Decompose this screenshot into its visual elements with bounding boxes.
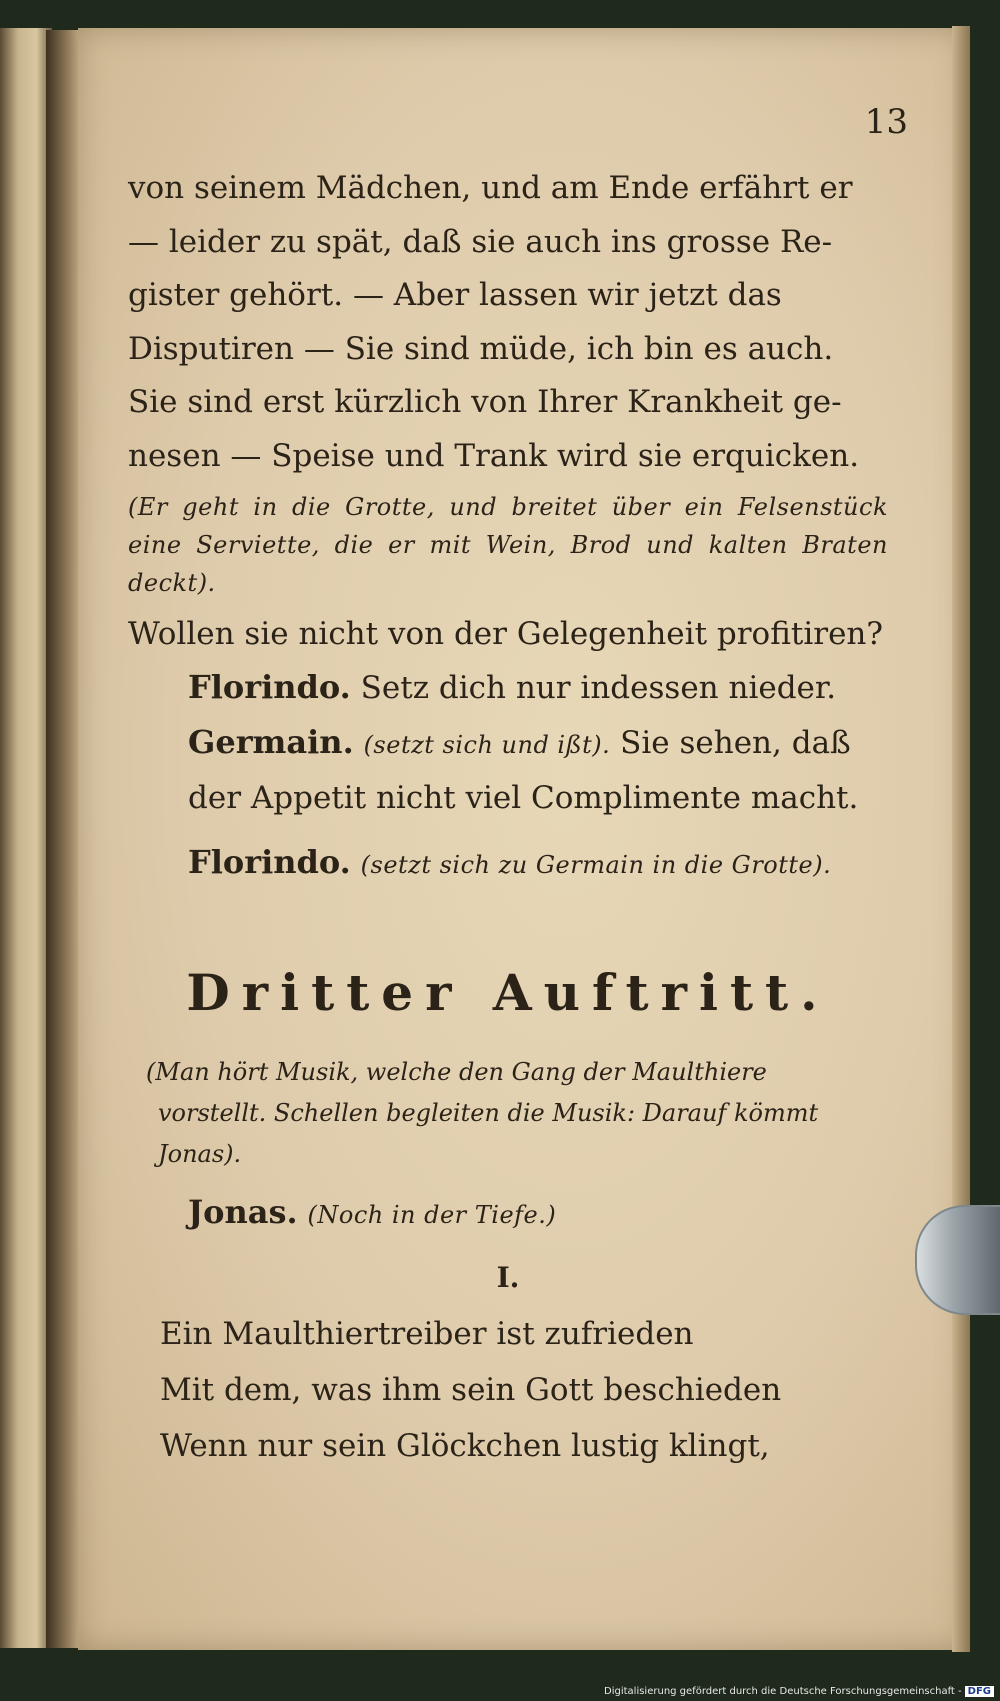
scene-heading: Dritter Auftritt. [186,962,830,1022]
dialogue-text: Sie sehen, daß der Appetit nicht viel Complimente macht. [188,724,859,817]
dialogue-jonas [128,1193,888,1231]
prose-line: Wollen sie nicht von der Gelegenheit profitiren? [128,615,884,652]
dialogue-text: Setz dich nur indessen nieder. [360,670,837,707]
verse-line: Ein Maulthiertreiber ist zufrieden [160,1315,694,1352]
speaker-name: Jonas. [188,1192,298,1231]
prose-line: gister gehört. — Aber lassen wir jetzt das [128,277,782,314]
prose-block [128,162,888,661]
prose-line: von seinem Mädchen, und am Ende erfährt er [128,170,853,206]
page-clip [915,1205,1000,1315]
verse-block [128,1306,888,1474]
speaker-name: Germain. [188,722,354,761]
dialogue-germain [128,716,888,826]
prose-line: Disputiren — Sie sind müde, ich bin es auch. [128,330,834,367]
dialogue-florindo-1 [128,661,888,716]
stage-direction: (setzt sich zu Germain in die Grotte). [360,850,832,879]
prose-line: — leider zu spät, daß sie auch ins grosse Re- [128,223,833,260]
prose-line: nesen — Speise und Trank wird sie erquicken. [128,437,860,474]
funding-credit [604,1686,994,1697]
page-stack-edge [952,26,970,1652]
verse-number: I. [496,1260,520,1294]
speaker-name: Florindo. [188,668,351,707]
verse-line: Wenn nur sein Glöckchen lustig klingt, [160,1427,770,1464]
page-number: 13 [864,102,908,142]
scene-direction: (Man hört Musik, welche den Gang der Maulthiere vorstellt. Schellen begleiten die Musik: Darauf kömmt Jonas). [146,1057,819,1168]
stage-direction: (Noch in der Tiefe.) [307,1200,557,1229]
book-gutter [46,30,80,1648]
credit-text: Digitalisierung gefördert durch die Deutsche Forschungsgemeinschaft - [604,1686,962,1697]
prose-line: Sie sind erst kürzlich von Ihrer Krankheit ge- [128,384,842,421]
dialogue-florindo-2 [128,836,888,893]
previous-page-edge [0,28,52,1648]
verse-line: Mit dem, was ihm sein Gott beschieden [160,1371,782,1408]
page-text [128,100,888,1474]
speaker-name: Florindo. [188,842,351,881]
dfg-logo: DFG [965,1686,994,1697]
stage-direction: (Er geht in die Grotte, und breitet über ein Felsenstück eine Serviette, die er mit Wein, Brod und kalten Braten deckt). [128,492,888,597]
stage-direction: (setzt sich und ißt). [363,730,611,759]
